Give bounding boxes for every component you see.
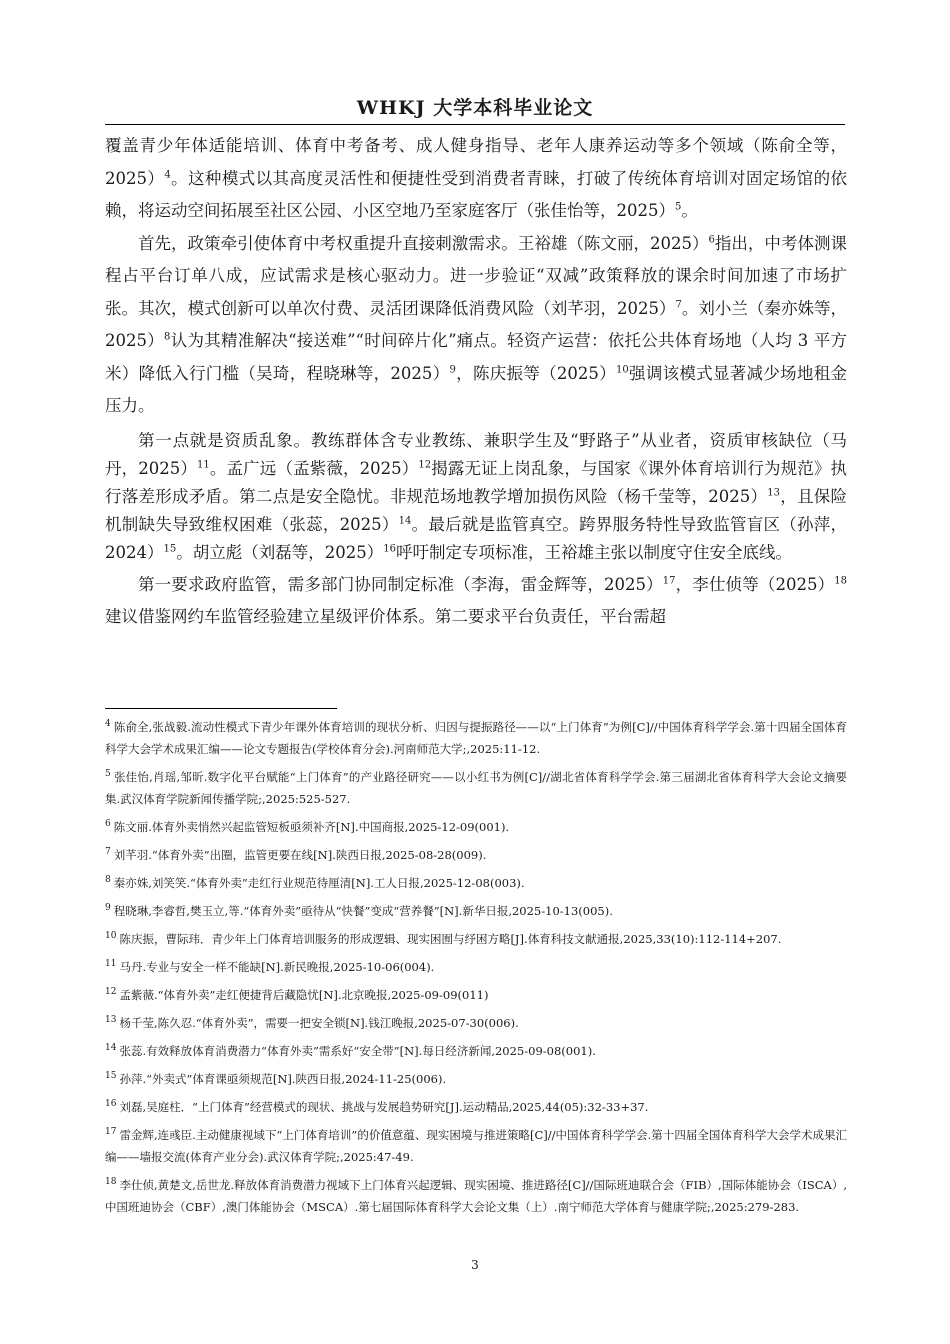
paragraph-4-text: 建议借鉴网约车监管经验建立星级评价体系。第二要求平台负责任，平台需超 bbox=[105, 607, 666, 626]
footnote-text: 程晓琳,李睿哲,樊玉立,等.“体育外卖”亟待从“快餐”变成“营养餐”[N].新华日报,2025-10-13(005). bbox=[113, 904, 613, 918]
footnote bbox=[105, 1174, 847, 1218]
paragraph-2-text: 认为其精准解决“接送难”“时间碎片化”痛点。轻资产运营：依托公共体育场地（人均 3 平方米）降低入行门槛（吴琦，程晓琳等，2025） bbox=[105, 331, 848, 383]
footnote-divider bbox=[105, 708, 337, 709]
footnote-text: 张蕊.有效释放体育消费潜力“体育外卖”需系好“安全带”[N].每日经济新闻,2025-09-08(001). bbox=[119, 1044, 596, 1058]
footnote-text: 雷金辉,连彧臣.主动健康视域下“上门体育培训”的价值意蕴、现实困境与推进策略[C]//中国体育科学学会.第十四届全国体育科学大会学术成果汇编——墙报交流(体育产业分会).武汉体育学院;,2025:47-49. bbox=[105, 1128, 847, 1164]
paragraph-2-text: 。刘小兰（秦亦姝等，2025） bbox=[105, 298, 848, 350]
paragraph-4 bbox=[105, 569, 847, 634]
footnote-ref[interactable]: 10 bbox=[616, 364, 629, 375]
footnote bbox=[105, 716, 847, 760]
footnote-ref[interactable]: 12 bbox=[418, 459, 432, 470]
body-text bbox=[105, 130, 847, 634]
paragraph-3-text: 。最后就是监管真空。跨界服务特性导致监管盲区（孙萍，2024） bbox=[105, 514, 847, 562]
footnote bbox=[105, 1068, 847, 1090]
footnote-ref[interactable]: 16 bbox=[383, 543, 396, 554]
paragraph-3-text: 揭露无证上岗乱象，与国家《课外体育培训行为规范》执行落差形成矛盾。第二点是安全隐忧。非规范场地教学增加损伤风险（杨千莹等，2025） bbox=[105, 458, 847, 506]
footnote-ref[interactable]: 17 bbox=[662, 575, 676, 586]
footnote-number: 4 bbox=[105, 719, 111, 730]
footnote bbox=[105, 844, 847, 866]
footnote-ref[interactable]: 15 bbox=[163, 543, 177, 554]
footnote-text: 刘磊,吴庭柱．“上门体育”经营模式的现状、挑战与发展趋势研究[J].运动精品,2025,44(05):32-33+37. bbox=[119, 1100, 649, 1114]
footnote bbox=[105, 900, 847, 922]
footnote-number: 12 bbox=[105, 987, 117, 998]
footnote-ref[interactable]: 13 bbox=[767, 487, 780, 498]
footnote-number: 5 bbox=[105, 769, 111, 780]
footnote bbox=[105, 1124, 847, 1168]
footnote bbox=[105, 984, 847, 1006]
paragraph-2-text: 强调该模式显著减少场地租金压力。 bbox=[105, 363, 848, 415]
footnote bbox=[105, 928, 847, 950]
footnote-number: 16 bbox=[105, 1099, 117, 1110]
footnote-text: 孙萍.“外卖式”体育课亟须规范[N].陕西日报,2024-11-25(006). bbox=[119, 1072, 447, 1086]
paragraph-4-text: 第一要求政府监管，需多部门协同制定标准（李海，雷金辉等，2025） bbox=[138, 574, 663, 594]
footnote-text: 陈庆振，曹际玮．青少年上门体育培训服务的形成逻辑、现实困囿与纾困方略[J].体育科技文献通报,2025,33(10):112-114+207. bbox=[119, 932, 782, 946]
footnote-number: 6 bbox=[105, 819, 111, 830]
page-number: 3 bbox=[471, 1258, 479, 1272]
footnote-ref[interactable]: 7 bbox=[675, 299, 682, 310]
footnote bbox=[105, 956, 847, 978]
page-header-title: WHKJ 大学本科毕业论文 bbox=[356, 97, 594, 119]
footnote-ref[interactable]: 9 bbox=[449, 364, 456, 375]
paragraph-3-text: 。孟广远（孟紫薇，2025） bbox=[209, 458, 419, 478]
footnote-text: 秦亦姝,刘笑笑.“体育外卖”走红行业规范待厘清[N].工人日报,2025-12-08(003). bbox=[113, 876, 525, 890]
paragraph-2-text: ，陈庆振等（2025） bbox=[455, 363, 616, 383]
footnote-text: 陈俞全,张战毅.流动性模式下青少年课外体育培训的现状分析、归因与提振路径——以“上门体育”为例[C]//中国体育科学学会.第十四届全国体育科学大会学术成果汇编——论文专题报告(学校体育分会).河南师范大学;,2025:11-12. bbox=[105, 720, 847, 756]
header-divider bbox=[105, 124, 845, 125]
footnote-ref[interactable]: 8 bbox=[164, 331, 171, 343]
paragraph-3 bbox=[105, 427, 847, 567]
paragraph-2-text: 指出，中考体测课程占平台订单八成，应试需求是核心驱动力。进一步验证“双减”政策释放的课余时间加速了市场扩张。其次，模式创新可以单次付费、灵活团课降低消费风险（刘芊羽，2025） bbox=[105, 233, 847, 318]
paragraph-1-text: 。 bbox=[681, 201, 698, 220]
footnote-ref[interactable]: 11 bbox=[197, 459, 210, 470]
footnote bbox=[105, 816, 847, 838]
footnote-ref[interactable]: 4 bbox=[164, 169, 171, 180]
footnote bbox=[105, 766, 847, 810]
footnote-text: 刘芊羽.“体育外卖”出圈，监管更要在线[N].陕西日报,2025-08-28(009). bbox=[113, 848, 487, 862]
footnote-number: 18 bbox=[105, 1177, 117, 1188]
footnote bbox=[105, 1040, 847, 1062]
footnote-number: 8 bbox=[105, 875, 111, 886]
footnote bbox=[105, 872, 847, 894]
paragraph-2 bbox=[105, 228, 847, 423]
footnote-text: 杨千莹,陈久忍.“体育外卖”，需要一把安全锁[N].钱江晚报,2025-07-30(006). bbox=[119, 1016, 519, 1030]
footnote bbox=[105, 1096, 847, 1118]
footnote-number: 15 bbox=[105, 1071, 117, 1082]
footnote-number: 14 bbox=[105, 1043, 117, 1054]
footnote-text: 张佳怡,肖瑶,邹昕.数字化平台赋能“上门体育”的产业路径研究——以小红书为例[C]//湖北省体育科学学会.第三届湖北省体育科学大会论文摘要集.武汉体育学院新闻传播学院;,2025:525-527. bbox=[105, 770, 847, 806]
footnote-number: 7 bbox=[105, 847, 111, 858]
footnote bbox=[105, 1012, 847, 1034]
footnote-text: 孟紫薇.“体育外卖”走红便捷背后藏隐忧[N].北京晚报,2025-09-09(011) bbox=[119, 988, 489, 1002]
paragraph-3-text: 呼吁制定专项标准，王裕雄主张以制度守住安全底线。 bbox=[395, 542, 792, 562]
footnote-text: 李仕侦,黄楚文,岳世龙.释放体育消费潜力视域下上门体育兴起逻辑、现实困境、推进路径[C]//国际班迪联合会（FIB）,国际体能协会（ISCA）,中国班迪协会（CBF）,澳门体能协会（MSCA）.第七届国际体育科学大会论文集（上）.南宁师范大学体育与健康学院;,2025:279-283. bbox=[105, 1178, 847, 1214]
footnote-ref[interactable]: 14 bbox=[398, 515, 412, 526]
footnote-text: 马丹.专业与安全一样不能缺[N].新民晚报,2025-10-06(004). bbox=[119, 960, 435, 974]
paragraph-1-text: 覆盖青少年体适能培训、体育中考备考、成人健身指导、老年人康养运动等多个领域（陈俞全等，2025） bbox=[105, 136, 847, 188]
paragraph-2-text: 首先，政策牵引使体育中考权重提升直接刺激需求。王裕雄（陈文丽，2025） bbox=[138, 233, 709, 253]
paragraph-3-text: 。胡立彪（刘磊等，2025） bbox=[176, 542, 384, 562]
footnote-text: 陈文丽.体育外卖悄然兴起监管短板亟须补齐[N].中国商报,2025-12-09(001). bbox=[113, 820, 510, 834]
footnote-ref[interactable]: 5 bbox=[675, 201, 682, 213]
footnote-ref[interactable]: 18 bbox=[834, 575, 847, 586]
footnote-number: 11 bbox=[105, 959, 117, 970]
footnote-ref[interactable]: 6 bbox=[708, 234, 715, 245]
footnote-number: 13 bbox=[105, 1015, 117, 1026]
footnote-number: 10 bbox=[105, 931, 117, 942]
footnotes bbox=[105, 716, 847, 1224]
paragraph-3-text: ，且保险机制缺失导致维权困难（张蕊，2025） bbox=[105, 486, 847, 534]
paragraph-4-text: ，李仕侦等（2025） bbox=[675, 574, 835, 594]
footnote-number: 17 bbox=[105, 1127, 117, 1138]
paragraph-1 bbox=[105, 130, 847, 228]
paragraph-1-text: 。这种模式以其高度灵活性和便捷性受到消费者青睐，打破了传统体育培训对固定场馆的依赖，将运动空间拓展至社区公园、小区空地乃至家庭客厅（张佳怡等，2025） bbox=[105, 168, 847, 220]
footnote-number: 9 bbox=[105, 903, 111, 914]
paragraph-3-text: 第一点就是资质乱象。教练群体含专业教练、兼职学生及“野路子”从业者，资质审核缺位（马丹，2025） bbox=[105, 430, 847, 478]
